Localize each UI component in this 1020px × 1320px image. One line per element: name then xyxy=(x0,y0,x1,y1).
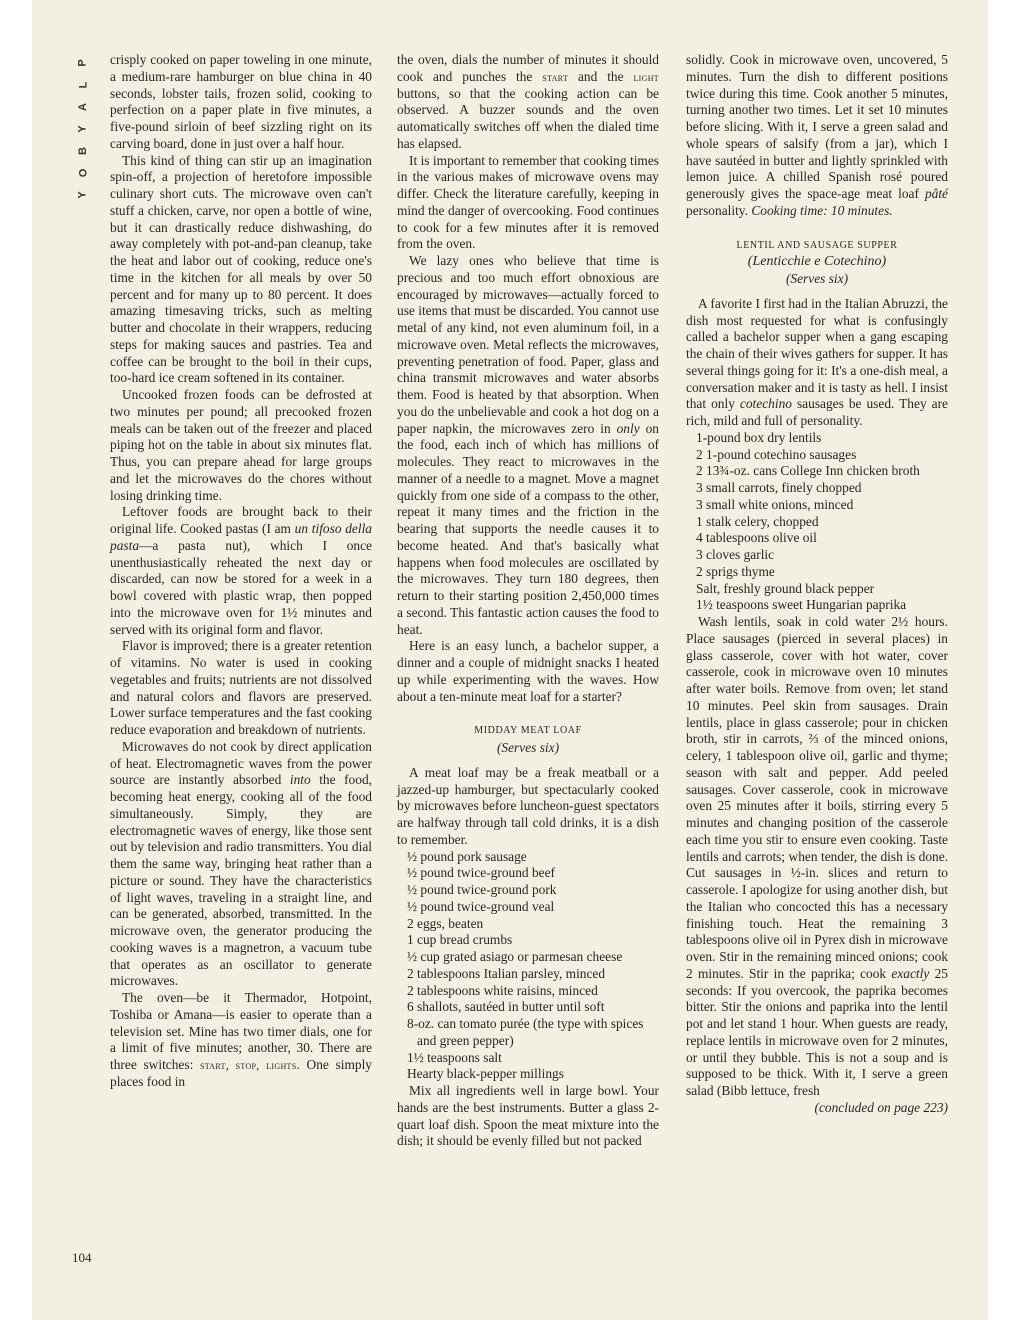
title-letter: B xyxy=(76,147,89,155)
paragraph: We lazy ones who believe that time is precious and too much effort obnoxious are encouraged by microwaves—actually forced to use items that must be discarded. You cannot use metal of any kind, not even aluminum foil, in a microwave oven. Metal reflects the microwaves, preventing penetration of food. Paper, glass and china transmit microwaves and water absorbs them. Food is heated by that absorption. When you do the unbelievable and cook a hot dog on a paper napkin, the microwaves zero in only on the food, each inch of which has millions of molecules. They react to microwaves in the manner of a needle to a magnet. Move a magnet quickly from one side of a compass to the other, repeat it many times and the friction in the bearing that supports the needle causes it to become heated. And that's basically what happens when food molecules are oscillated by the microwaves. They turn 180 degrees, then return to their starting position 2,450,000 times a second. This fantastic action causes the food to heat. xyxy=(397,253,659,637)
recipe-title: LENTIL AND SAUSAGE SUPPER xyxy=(736,239,898,251)
recipe-serves: (Serves six) xyxy=(785,271,849,286)
recipe-method: Wash lentils, soak in cold water 2½ hours. Place sausages (pierced in several places) in glass casserole, cover with hot water, cover casserole, cook in microwave oven 10 minutes after water boils. Remove from oven; let stand 10 minutes. Peel skin from sausages. Drain lentils, place in glass casserole; pour in chicken broth, stir in carrots, ⅔ of the minced onions, celery, 1 tablespoon olive oil, garlic and thyme; season with salt and pepper. Add peeled sausages. Cover casserole, cook in microwave oven 25 minutes after it boils, stirring every 5 minutes and changing position of the casserole each time you stir to ensure even cooking. Taste lentils and carrots; when tender, the dish is done. Cut sausages in ½-in. slices and return to casserole. I apologize for using another dish, but the Italian who concocted this has a necessary finishing touch. Heat the remaining 3 tablespoons olive oil in Pyrex dish in microwave oven. Stir in the remaining minced onions; cook 2 minutes. Stir in the paprika; cook exactly 25 seconds: If you overcook, the paprika becomes bitter. Stir the onions and paprika into the lentil pot and let stand 1 hour. When guests are ready, replace lentils in microwave oven for 2 minutes, or until they bubble. This is not a soup and is supposed to be thick. With it, I serve a green salad (Bibb lettuce, fresh xyxy=(686,614,948,1098)
paragraph: the oven, dials the number of minutes it should cook and punches the start and the light buttons, so that the cooking action can be observed. A buzzer sounds and the oven automatically switches off when the dialed time has elapsed. xyxy=(397,52,659,151)
ingredient: ½ pound twice-ground beef xyxy=(407,865,555,881)
paragraph: crisply cooked on paper toweling in one minute, a medium-rare hamburger on blue china in 40 seconds, lobster tails, frozen solid, cooking to perfection on a paper plate in five minutes, a five-pound sirloin of beef sizzling right on its carving board, done in just over a half hour. xyxy=(110,52,372,151)
ingredient: 2 1-pound cotechino sausages xyxy=(696,446,857,462)
ingredient: 3 small white onions, minced xyxy=(696,496,854,512)
ingredient: ½ pound twice-ground veal xyxy=(407,898,555,914)
ingredient: 1-pound box dry lentils xyxy=(696,429,822,445)
title-letter: Y xyxy=(77,125,89,133)
paragraph: Here is an easy lunch, a bachelor supper, a dinner and a couple of midnight snacks I heated up while experimenting with the waves. How about a ten-minute meat loaf for a starter? xyxy=(397,638,659,704)
recipe-serves: (Serves six) xyxy=(496,740,560,755)
ingredient: ½ pound twice-ground pork xyxy=(407,882,557,897)
ingredient: 2 tablespoons Italian parsley, minced xyxy=(407,965,606,981)
title-letter: P xyxy=(77,59,89,67)
recipe-intro: A favorite I first had in the Italian Abruzzi, the dish most requested for what is confusingly called a bachelor supper when a gang escaping the chain of their wives gathers for supper. It has several things going for it: It's a one-dish meal, a conversation maker and it is tasty as hell. I insist that only cotechino sausages be used. They are rich, mild and full of personality. xyxy=(686,295,948,428)
ingredient: 4 tablespoons olive oil xyxy=(696,530,817,546)
ingredient: 3 cloves garlic xyxy=(696,547,775,562)
text-column-3 xyxy=(686,52,948,1117)
ingredient: 1½ teaspoons sweet Hungarian paprika xyxy=(696,597,907,613)
ingredient: 6 shallots, sautéed in butter until soft xyxy=(407,999,605,1015)
recipe-intro: A meat loaf may be a freak meatball or a jazzed-up hamburger, but spectacularly cooked by microwaves before luncheon-guest spectators are halfway through tall cold drinks, it is a dish to remember. xyxy=(397,764,659,847)
ingredient: 2 eggs, beaten xyxy=(407,915,484,931)
paragraph: It is important to remember that cooking times in the various makes of microwave ovens may differ. Check the literature carefully, keeping in mind the danger of overcooking. Food continues to cook for a few minutes after it is removed from the oven. xyxy=(397,152,659,252)
title-letter: A xyxy=(76,103,89,111)
paragraph: solidly. Cook in microwave oven, uncovered, 5 minutes. Turn the dish to different positions twice during this time. Cook another 5 minutes, turning another two times. Let it set 10 minutes before slicing. With it, I serve a green salad and whole spears of salsify (from a jar), which I have sautéed in butter and lightly sprinkled with lemon juice. A chilled Spanish rosé poured generously gives the space-age meat loaf pâté personality. Cooking time: 10 minutes. xyxy=(686,52,948,218)
ingredient: ½ pound pork sausage xyxy=(407,848,527,864)
ingredient: ½ cup grated asiago or parmesan cheese xyxy=(407,949,623,964)
text-column-2 xyxy=(397,52,659,1150)
ingredient: 1½ teaspoons salt xyxy=(407,1049,502,1065)
paragraph: Flavor is improved; there is a greater retention of vitamins. No water is used in cooking vegetables and fruits; nutrients are not dissolved and natural colors and flavors are preserved. Lower surface temperatures and the fast cooking reduce evaporation and breakdown of nutrients. xyxy=(110,638,372,737)
ingredient: Salt, freshly ground black pepper xyxy=(696,580,875,596)
recipe-title: MIDDAY MEAT LOAF xyxy=(474,725,582,737)
title-letter: L xyxy=(76,81,89,89)
ingredient: 2 tablespoons white raisins, minced xyxy=(407,982,598,998)
ingredient: 3 small carrots, finely chopped xyxy=(696,480,862,495)
paragraph: Microwaves do not cook by direct application of heat. Electromagnetic waves from the power source are instantly absorbed into the food, becoming heat energy, cooking all of the food simultaneously. Simply, they are electromagnetic waves of energy, like those sent out by television and radio transmitters. You dial them the same way, bringing heat rather than a picture or sound. They have the characteristics of light waves, traveling in a straight line, and can be generated, absorbed, transmitted. In the microwave oven, the generator producing the cooking waves is a magnetron, a vacuum tube that operates as an oscillator to generate microwaves. xyxy=(110,738,372,989)
paragraph: Leftover foods are brought back to their original life. Cooked pastas (I am un tifoso della pasta—a pasta nut), which I once unenthusiastically reheated the next day or discarded, can now be stored for a week in a bowl covered with plastic wrap, then popped into the microwave oven for 1½ minutes and served with its original form and flavor. xyxy=(110,504,372,637)
continued-note: (concluded on page 223) xyxy=(814,1099,948,1115)
recipe-method: Mix all ingredients well in large bowl. Your hands are the best instruments. Butter a glass 2-quart loaf dish. Spoon the meat mixture into the dish; it should be evenly filled but not packed xyxy=(397,1083,659,1149)
paragraph: This kind of thing can stir up an imagination spin-off, a projection of heretofore impossible culinary short cuts. The microwave oven can't stuff a chicken, carve, nor open a bottle of wine, but it can drastically reduce dishwashing, do away completely with pot-and-pan cleanup, take the heat and labor out of cooking, reduce one's time in the kitchen for all meals by over 50 percent and for many up to 80 percent. It does amazing timesaving tricks, such as melting butter and chocolate in their wrappers, reducing steps for making sauces and pastries. Tea and coffee can be brought to the boil in their cups, too-hard ice cream softened in its container. xyxy=(110,152,372,386)
recipe-italian-name: (Lenticchie e Cotechino) xyxy=(747,254,887,270)
ingredient: Hearty black-pepper millings xyxy=(407,1066,564,1082)
paragraph: Uncooked frozen foods can be defrosted at two minutes per pound; all precooked frozen meals can be taken out of the freezer and placed piping hot on the table in about six minutes flat. Thus, you can prepare ahead for large groups and let the microwaves do the chores without losing drinking time. xyxy=(110,387,372,503)
page-number: 104 xyxy=(72,1250,92,1265)
ingredient: 2 sprigs thyme xyxy=(696,563,775,579)
title-letter: O xyxy=(77,168,89,178)
magazine-title-vertical xyxy=(70,52,96,206)
ingredient: 8-oz. can tomato purée (the type with spices and green pepper) xyxy=(407,1016,644,1048)
ingredient: 2 13¾-oz. cans College Inn chicken broth xyxy=(696,463,920,479)
paragraph: The oven—be it Thermador, Hotpoint, Toshiba or Amana—is easier to operate than a television set. Mine has two timer dials, one for a limit of five minutes; another, 30. There are three switches: start, stop, lights. One simply places food in xyxy=(110,990,372,1089)
ingredient: 1 cup bread crumbs xyxy=(407,932,513,948)
text-column-1 xyxy=(110,52,372,1091)
title-letter: Y xyxy=(77,191,89,199)
ingredient: 1 stalk celery, chopped xyxy=(696,513,819,529)
